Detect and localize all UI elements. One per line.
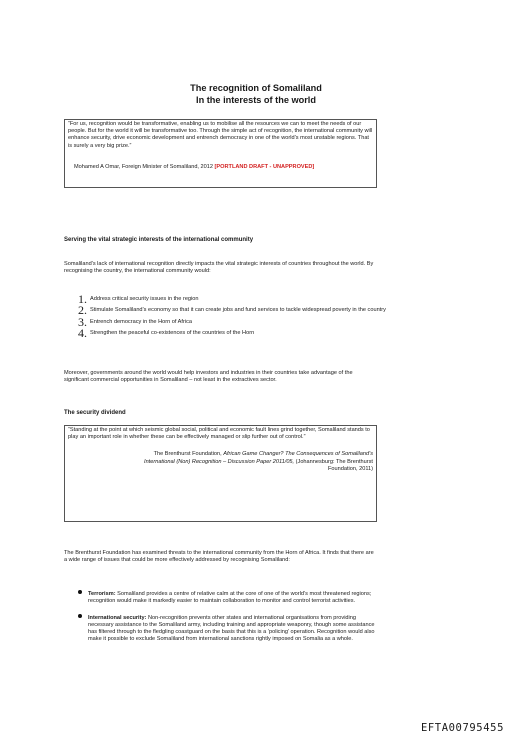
- brenthurst-quote-box: [64, 425, 377, 522]
- list-item-text: Stimulate Somaliland’s economy so that it can create jobs and fund services to tackle widespread poverty in the country: [90, 307, 386, 314]
- list-item: [78, 292, 386, 306]
- attribution-subtitle: International (Non) Recognition – Discussion Paper 2011/05,: [144, 458, 295, 465]
- draft-label: [PORTLAND DRAFT - UNAPPROVED]: [214, 163, 315, 170]
- document-title: [0, 82, 512, 106]
- attribution-text: Mohamed A Omar, Foreign Minister of Somaliland, 2012: [74, 163, 215, 170]
- bullet-dot: [78, 614, 82, 618]
- attribution-line-2: [68, 459, 373, 466]
- list-item-text: Entrench democracy in the Horn of Africa: [90, 318, 192, 325]
- bullet-item: [88, 591, 378, 606]
- list-number: 4.: [78, 325, 87, 340]
- bullet-text: Somaliland provides a centre of relative calm at the core of one of the world’s most threatened regions; recognition would make it markedly easier to maintain collaboration to monitor and control terrorist activities.: [88, 591, 372, 605]
- brenthurst-paragraph: The Brenthurst Foundation has examined threats to the international community from the Horn of Africa. It finds that there are a wide range of issues that could be more effectively addressed by recognising Somaliland:: [64, 550, 374, 564]
- title-line-1: The recognition of Somaliland: [190, 83, 322, 93]
- bullet-label: Terrorism:: [88, 591, 116, 597]
- numbered-list: [78, 292, 386, 340]
- bullet-list: [88, 591, 378, 644]
- list-item-text: Strengthen the peaceful co-existences of the countries of the Horn: [90, 329, 255, 336]
- section-intro-paragraph: Somaliland’s lack of international recognition directly impacts the vital strategic interests of countries throughout the world. By recognising the country, the international community would:: [64, 261, 374, 275]
- list-item: [78, 303, 386, 318]
- list-number: 1.: [78, 292, 87, 306]
- section-heading-strategic: Serving the vital strategic interests of the international community: [64, 237, 254, 243]
- opening-quote-attribution: [68, 164, 373, 171]
- list-item: [78, 314, 386, 329]
- attribution-line-3: Foundation, 2011): [328, 465, 373, 472]
- bullet-text: Non-recognition prevents other states and international organisations from providing necessary assistance to the Somaliland army, including training and appropriate weaponry, though some assistance has filtered through to the fledgling coastguard on the basis that this is a ‘policing’ operation. Recognition would also make it possible to exclude Somaliland from international sanctions rightly imposed on Somalia as a whole.: [88, 614, 375, 643]
- list-item: [78, 325, 386, 340]
- brenthurst-quote-text: “Standing at the point at which seismic global social, political and economic fault lines grind together, Somaliland stands to play an important role in whether these can be effectively managed or slip further out of control.”: [68, 427, 370, 441]
- opening-quote-text: “For us, recognition would be transformative, enabling us to mobilise all the resources we can to meet the needs of our people. But for the world it will be transformative too. Through the simple act of recognition, the international community will enhance security, drive economic development and entrench democracy in one of the world’s most unstable regions. That is surely a very big prize.”: [68, 121, 373, 149]
- attribution-author: The Brenthurst Foundation,: [153, 451, 224, 458]
- opening-quote-box: [64, 119, 377, 188]
- title-line-2: In the interests of the world: [196, 95, 316, 105]
- section-outro-paragraph: Moreover, governments around the world would help investors and industries in their countries take advantage of the significant commercial opportunities in Somaliland – not least in the extractives sector.: [64, 370, 353, 384]
- list-number: 3.: [78, 314, 87, 329]
- bullet-label: International security:: [88, 614, 147, 621]
- brenthurst-attribution: [68, 451, 373, 473]
- bullet-dot: [78, 590, 82, 594]
- list-item-text: Address critical security issues in the region: [90, 296, 199, 302]
- attribution-title: African Game Changer? The Consequences of Somaliland’s: [223, 451, 373, 458]
- document-id-stamp: EFTA00795455: [420, 722, 504, 734]
- attribution-line-1: [68, 451, 373, 458]
- section-heading-security: The security dividend: [64, 410, 126, 416]
- bullet-item: [88, 615, 378, 644]
- attribution-publisher: (Johannesburg: The Brenthurst: [294, 458, 373, 465]
- list-number: 2.: [78, 303, 87, 318]
